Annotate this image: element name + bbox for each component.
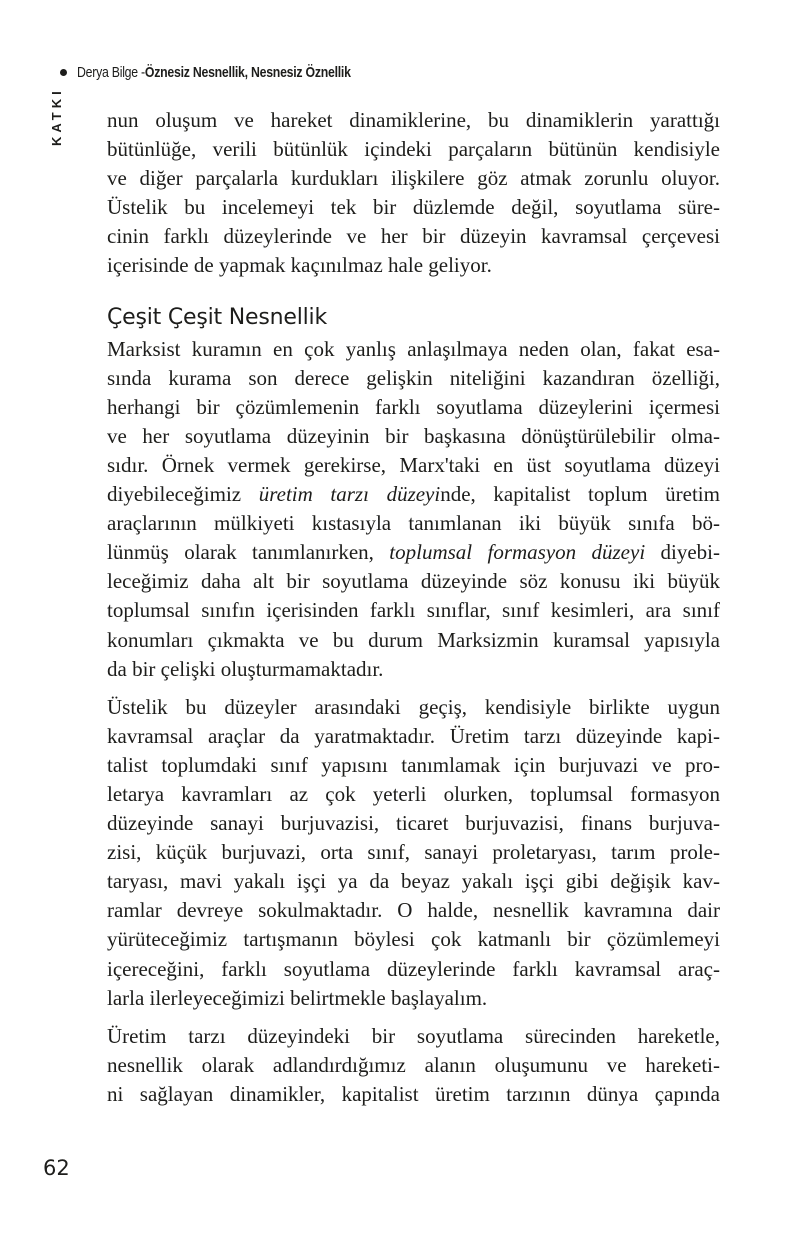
text-line: araçlarının mülkiyeti kıstasıyla tanımlanan iki büyük sınıfa bö- [107, 511, 720, 536]
text-line: Üretim tarzı düzeyindeki bir soyutlama sürecinden hareketle, [107, 1023, 720, 1048]
text-line: konumları çıkmakta ve bu durum Marksizmin kuramsal yapısıyla [107, 627, 720, 652]
section-heading: Çeşit Çeşit Nesnellik [107, 304, 327, 330]
text-line [107, 480, 720, 509]
italic-term: toplumsal formasyon düzeyi [389, 540, 646, 565]
text-line: düzeyinde sanayi burjuvazisi, ticaret burjuvazisi, finans burjuva- [107, 811, 720, 836]
header-text [77, 64, 351, 81]
text-line: bütünlüğe, verili bütünlük içindeki parçaların bütünün kendisiyle [107, 137, 720, 162]
text-run: nde, kapitalist toplum üretim [440, 482, 720, 507]
text-line: leceğimiz daha alt bir soyutlama düzeyinde söz konusu iki büyük [107, 569, 720, 594]
text-line: içereceğini, farklı soyutlama düzeylerinde farklı kavramsal araç- [107, 956, 720, 981]
text-line: sında kurama son derece gelişkin niteliğini kazandıran özelliği, [107, 365, 720, 390]
text-run: diyebileceğimiz [107, 482, 259, 507]
page-number: 62 [43, 1156, 70, 1180]
section-tag: KATKI [49, 87, 64, 146]
text-line: kavramsal araçlar da yaratmaktadır. Üretim tarzı düzeyinde kapi- [107, 723, 720, 748]
italic-term: üretim tarzı düzeyi [258, 482, 441, 507]
page-body [107, 106, 720, 1109]
paragraph-intro [107, 106, 720, 281]
bullet-icon [60, 69, 67, 76]
text-line: sıdır. Örnek vermek gerekirse, Marx'taki en üst soyutlama düzeyi [107, 452, 720, 477]
paragraph-2 [107, 693, 720, 1013]
text-line: ve her soyutlama düzeyinin bir başkasına dönüştürülebilir olma- [107, 423, 720, 448]
text-run: lünmüş olarak tanımlanırken, [107, 540, 390, 565]
text-line: zisi, küçük burjuvazi, orta sınıf, sanayi proletaryası, tarım prole- [107, 840, 720, 865]
text-line: ramlar devreye sokulmaktadır. O halde, nesnellik kavramına dair [107, 898, 720, 923]
text-line: Marksist kuramın en çok yanlış anlaşılmaya neden olan, fakat esa- [107, 336, 720, 361]
text-line: da bir çelişki oluşturmamaktadır. [107, 656, 384, 681]
text-line: ni sağlayan dinamikler, kapitalist üretim tarzının dünya çapında [107, 1081, 720, 1106]
text-line: nesnellik olarak adlandırdığımız alanın oluşumunu ve hareketi- [107, 1052, 720, 1077]
text-line: letarya kavramları az çok yeterli olurken, toplumsal formasyon [107, 781, 720, 806]
text-run: diyebi- [645, 540, 720, 565]
text-line: Üstelik bu düzeyler arasındaki geçiş, kendisiyle birlikte uygun [107, 694, 720, 719]
text-line: Üstelik bu incelemeyi tek bir düzlemde değil, soyutlama süre- [107, 195, 720, 220]
text-line: nun oluşum ve hareket dinamiklerine, bu dinamiklerin yarattığı [107, 108, 720, 132]
text-line: toplumsal sınıfın içerisinden farklı sınıflar, sınıf kesimleri, ara sınıf [107, 598, 720, 623]
text-line: ve diğer parçalarla kurdukları ilişkilere göz atmak zorunlu oluyor. [107, 166, 720, 191]
text-line: herhangi bir çözümlemenin farklı soyutlama düzeylerini içermesi [107, 394, 720, 419]
header-title: Öznesiz Nesnellik, Nesnesiz Öznellik [144, 64, 351, 81]
paragraph-1 [107, 335, 720, 684]
text-line: larla ilerleyeceğimizi belirtmekle başlayalım. [107, 985, 488, 1010]
text-line: içerisinde de yapmak kaçınılmaz hale geliyor. [107, 253, 492, 278]
text-line: taryası, mavi yakalı işçi ya da beyaz yakalı işçi gibi değişik kav- [107, 869, 720, 894]
paragraph-3 [107, 1022, 720, 1109]
text-line: yürüteceğimiz tartışmanın böylesi çok katmanlı bir çözümlemeyi [107, 927, 720, 952]
text-line [107, 538, 720, 567]
header-author: Derya Bilge - [77, 64, 145, 81]
text-line: talist toplumdaki sınıf yapısını tanımlamak için burjuvazi ve pro- [107, 752, 720, 777]
text-line: cinin farklı düzeylerinde ve her bir düzeyin kavramsal çerçevesi [107, 224, 720, 249]
running-header [58, 64, 411, 81]
